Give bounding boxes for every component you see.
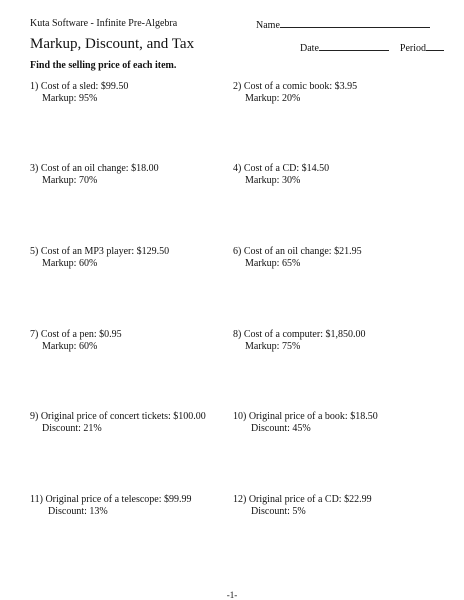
problem-text: 6) Cost of an oil change: $21.95 [233,246,362,257]
problem-11 [30,494,192,518]
problem-text: 5) Cost of an MP3 player: $129.50 [30,246,170,257]
problem-detail: Markup: 75% [245,341,301,352]
problem-text: 11) Original price of a telescope: $99.99 [30,494,192,505]
problem-5 [30,246,169,270]
date-blank-line [319,41,389,51]
problem-detail: Discount: 45% [251,423,311,434]
problem-6 [233,246,362,270]
date-label: Date [300,43,319,54]
period-label: Period [399,43,426,54]
problem-detail: Discount: 13% [48,506,108,517]
problem-text: 2) Cost of a comic book: $3.95 [233,81,358,92]
problem-7 [30,329,122,353]
name-field [256,18,430,31]
problem-3 [30,163,159,187]
problem-detail: Markup: 60% [42,341,98,352]
problem-text: 12) Original price of a CD: $22.99 [233,494,372,505]
problem-2 [233,81,357,105]
problem-text: 3) Cost of an oil change: $18.00 [30,163,159,174]
problem-detail: Discount: 21% [42,423,102,434]
worksheet-title: Markup, Discount, and Tax [30,36,195,52]
page-number: -1- [226,590,238,600]
problem-text: 4) Cost of a CD: $14.50 [233,163,330,174]
problem-8 [233,329,365,353]
problem-detail: Discount: 5% [251,506,306,517]
problem-detail: Markup: 60% [42,258,98,269]
problem-4 [233,163,329,187]
publisher-label: Kuta Software - Infinite Pre-Algebra [30,18,178,29]
instructions: Find the selling price of each item. [30,60,177,71]
period-blank-line [426,41,444,51]
problem-detail: Markup: 95% [42,93,98,104]
problem-detail: Markup: 20% [245,93,301,104]
problem-detail: Markup: 65% [245,258,301,269]
problem-detail: Markup: 70% [42,175,98,186]
problem-text: 8) Cost of a computer: $1,850.00 [233,329,366,340]
problem-text: 1) Cost of a sled: $99.50 [30,81,129,92]
problem-text: 7) Cost of a pen: $0.95 [30,329,122,340]
date-period-fields [300,41,444,54]
problem-1 [30,81,128,105]
name-blank-line [280,18,430,28]
name-label: Name [256,20,280,31]
problem-text: 10) Original price of a book: $18.50 [233,411,378,422]
problem-12 [233,494,372,518]
problem-10 [233,411,378,435]
problem-9 [30,411,206,435]
problem-text: 9) Original price of concert tickets: $100.00 [30,411,206,422]
problem-detail: Markup: 30% [245,175,301,186]
